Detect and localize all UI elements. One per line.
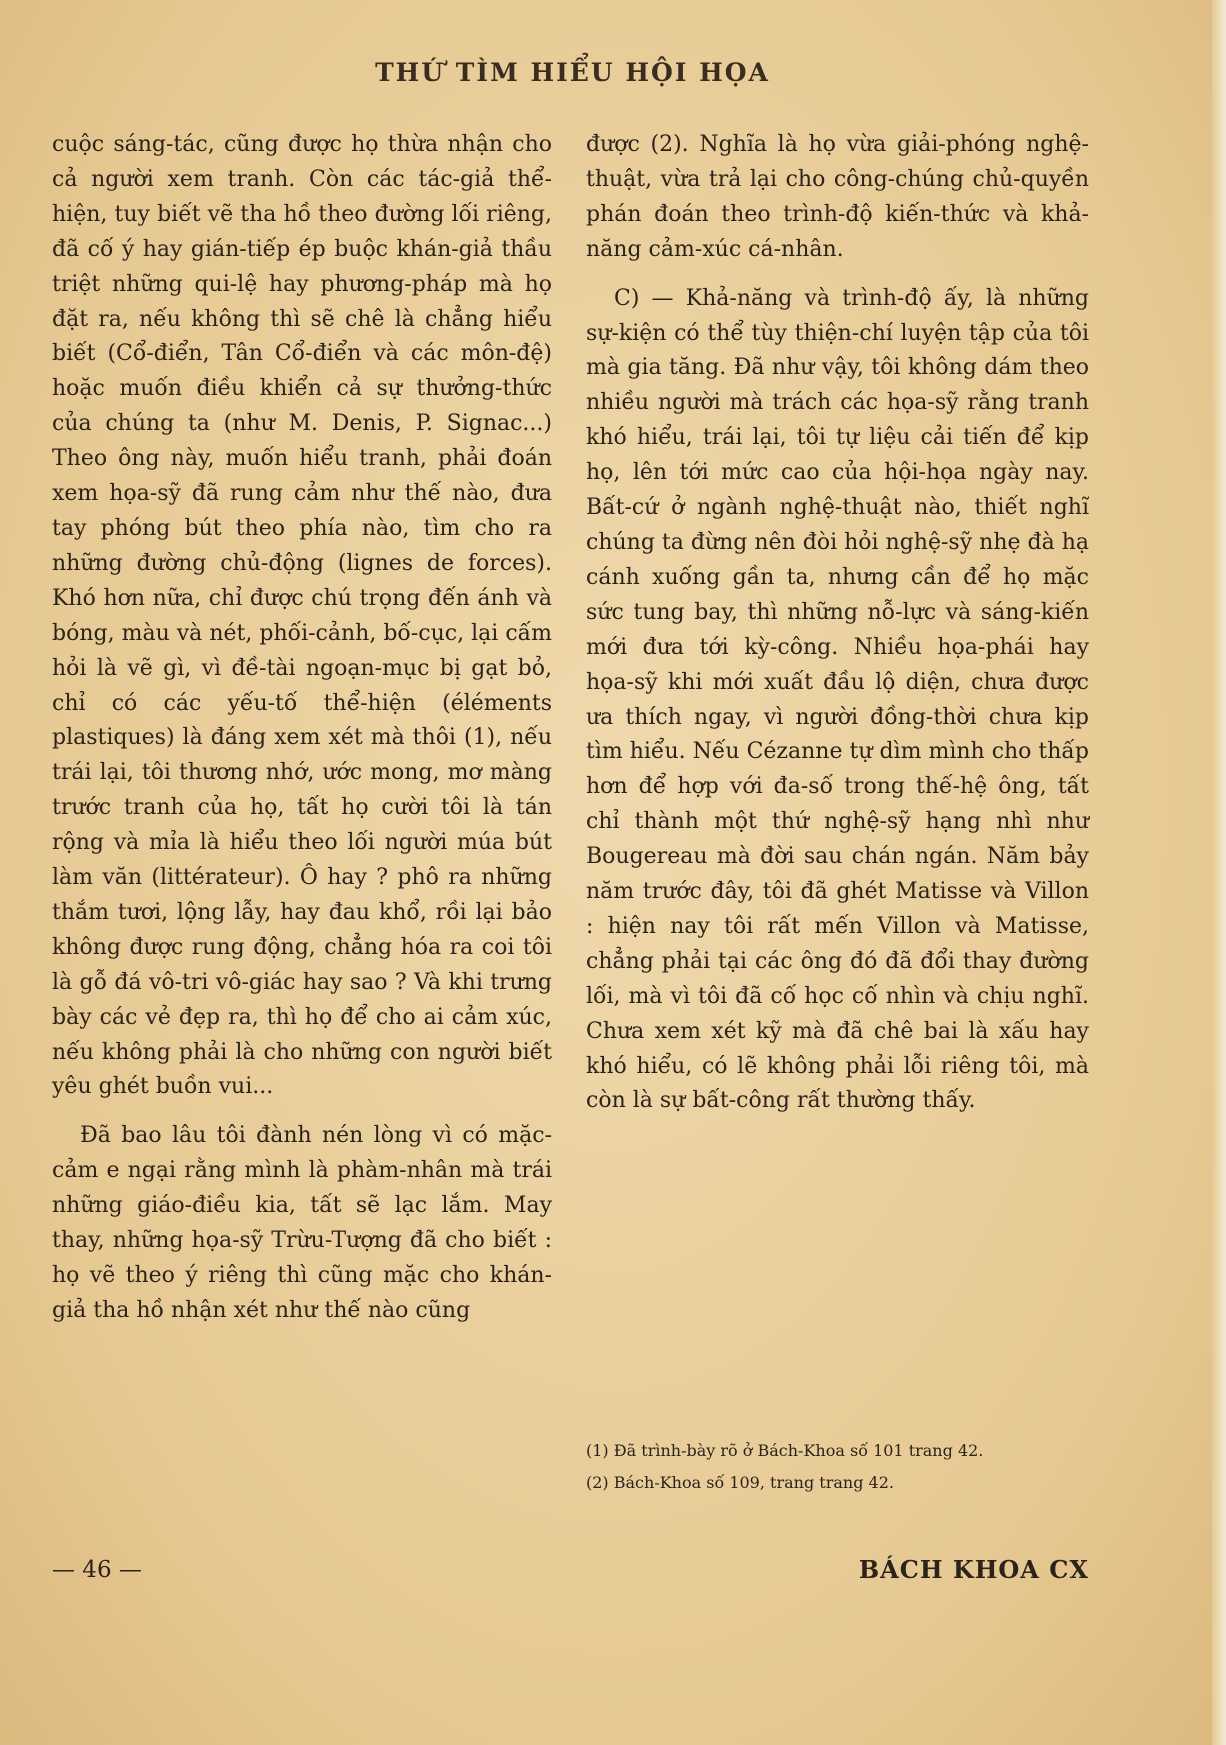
page-number: — 46 — xyxy=(52,1557,142,1583)
running-header-title: THỨ TÌM HIỂU HỘI HỌA xyxy=(375,58,770,87)
right-paragraph-2: C) — Khả-năng và trình-độ ấy, là những sự-kiện có thể tùy thiện-chí luyện tập của tôi mà gia tăng. Đã như vậy, tôi không dám theo nhiều người mà trách các họa-sỹ rằng tranh khó hiểu, trái lại, tôi tự liệu cải tiến để kịp họ, lên tới mức cao của hội-họa ngày nay. Bất-cứ ở ngành nghệ-thuật nào, thiết nghĩ chúng ta đừng nên đòi hỏi nghệ-sỹ nhẹ đà hạ cánh xuống gần ta, nhưng cần để họ mặc sức tung bay, thì những nỗ-lực và sáng-kiến mới đưa tới kỳ-công. Nhiều họa-phái hay họa-sỹ khi mới xuất đầu lộ diện, chưa được ưa thích ngay, vì người đồng-thời chưa kịp tìm hiểu. Nếu Cézanne tự dìm mình cho thấp hơn để hợp với đa-số trong thế-hệ ông, tất chỉ thành một thứ nghệ-sỹ hạng nhì như Bougereau mà đời sau chán ngán. Năm bảy năm trước đây, tôi đã ghét Matisse và Villon : hiện nay tôi rất mến Villon và Matisse, chẳng phải tại các ông đó đã đổi thay đường lối, mà vì tôi đã cố học cố nhìn và chịu nghĩ. Chưa xem xét kỹ mà đã chê bai là xấu hay khó hiểu, có lẽ không phải lỗi riêng tôi, mà còn là sự bất-công rất thường thấy. xyxy=(586,285,1089,1114)
footnote-2: (2) Bách-Khoa số 109, trang trang 42. xyxy=(586,1473,894,1492)
paper-edge xyxy=(1212,0,1226,1745)
left-paragraph-1: cuộc sáng-tác, cũng được họ thừa nhận cho cả người xem tranh. Còn các tác-giả thể-hiện, tuy biết vẽ tha hồ theo đường lối riêng, đã cố ý hay gián-tiếp ép buộc khán-giả thầu triệt những qui-lệ hay phương-pháp mà họ đặt ra, nếu không thì sẽ chê là chẳng hiểu biết (Cổ-điển, Tân Cổ-điển và các môn-đệ) hoặc muốn điều khiển cả sự thưởng-thức của chúng ta (như M. Denis, P. Signac...) Theo ông này, muốn hiểu tranh, phải đoán xem họa-sỹ đã rung cảm như thế nào, đưa tay phóng bút theo phía nào, tìm cho ra những đường chủ-động (lignes de forces). Khó hơn nữa, chỉ được chú trọng đến ánh và bóng, màu và nét, phối-cảnh, bố-cục, lại cấm hỏi là vẽ gì, vì đề-tài ngoạn-mục bị gạt bỏ, chỉ có các yếu-tố thể-hiện (éléments plastiques) là đáng xem xét mà thôi (1), nếu trái lại, tôi thương nhớ, ước mong, mơ màng trước tranh của họ, tất họ cười tôi là tán rộng và mỉa là hiểu theo lối người múa bút làm văn (littérateur). Ô hay ? phô ra những thắm tươi, lộng lẫy, hay đau khổ, rồi lại bảo không được rung động, chẳng hóa ra coi tôi là gỗ đá vô-tri vô-giác hay sao ? Và khi trưng bày các vẻ đẹp ra, thì họ để cho ai cảm xúc, nếu không phải là cho những con người biết yêu ghét buồn vui... xyxy=(52,132,552,1100)
footnotes xyxy=(586,1437,1089,1501)
right-paragraph-1: được (2). Nghĩa là họ vừa giải-phóng nghệ-thuật, vừa trả lại cho công-chúng chủ-quyền phán đoán theo trình-độ kiến-thức và khả-năng cảm-xúc cá-nhân. xyxy=(586,132,1089,262)
left-paragraph-2: Đã bao lâu tôi đành nén lòng vì có mặc-cảm e ngại rằng mình là phàm-nhân mà trái những giáo-điều kia, tất sẽ lạc lắm. May thay, những họa-sỹ Trừu-Tượng đã cho biết : họ vẽ theo ý riêng thì cũng mặc cho khán-giả tha hồ nhận xét như thế nào cũng xyxy=(52,1123,552,1323)
publication-name: BÁCH KHOA CX xyxy=(858,1555,1089,1584)
right-text-column xyxy=(586,128,1089,1119)
left-text-column xyxy=(52,128,552,1329)
footnote-1: (1) Đã trình-bày rõ ở Bách-Khoa số 101 trang 42. xyxy=(586,1441,984,1460)
